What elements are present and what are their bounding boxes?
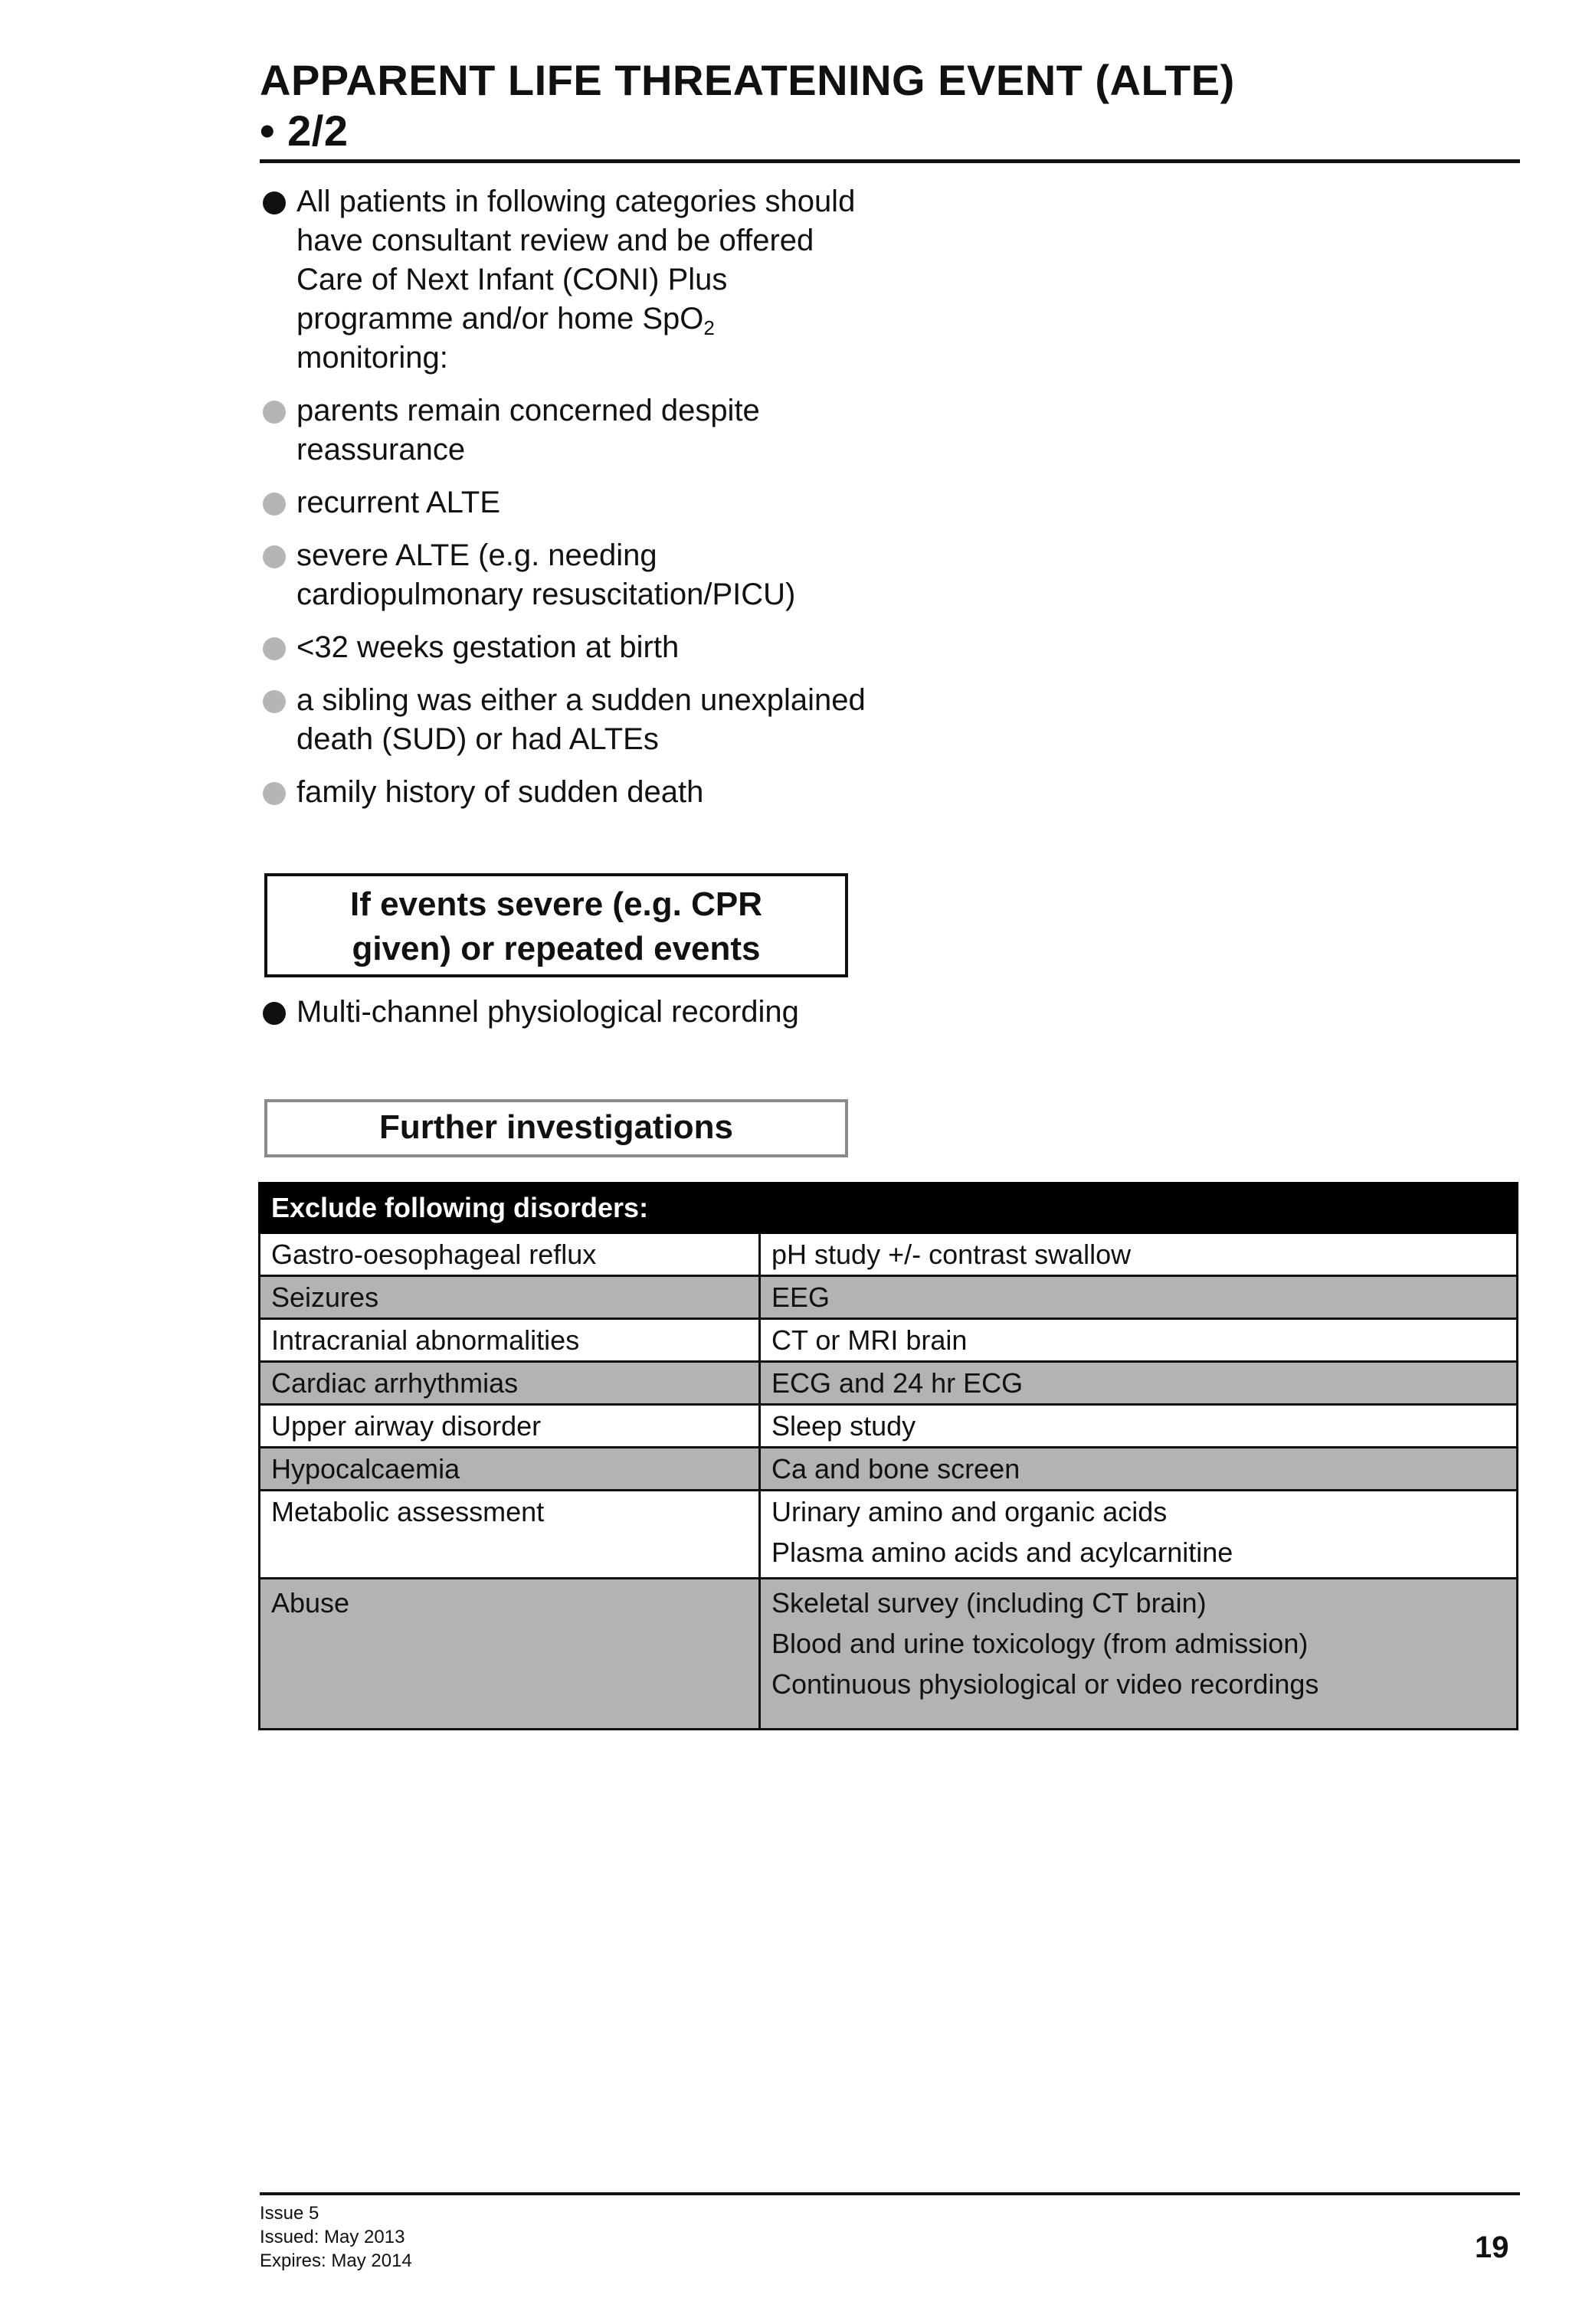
test-item: Blood and urine toxicology (from admission): [771, 1628, 1309, 1659]
black-bullet-icon: [263, 191, 286, 214]
category-text: a sibling was either a sudden unexplained death (SUD) or had ALTEs: [296, 683, 866, 756]
disorder-cell: Cardiac arrhythmias: [260, 1362, 760, 1405]
grey-bullet-icon: [263, 690, 286, 713]
expiry-date: Expires: May 2014: [260, 2250, 412, 2271]
category-text: parents remain concerned despite reassurance: [296, 394, 760, 466]
intro-text: All patients in following categories should have consultant review and be offered Care of Next Infant (CONI) Plus programme and/or home SpO: [296, 185, 856, 336]
disorder-cell: Gastro-oesophageal reflux: [260, 1233, 760, 1276]
table-row: [260, 1579, 1518, 1730]
list-item: [260, 628, 873, 667]
intro-text-end: monitoring:: [296, 341, 448, 375]
tests-cell: [760, 1276, 1518, 1319]
footer-divider: [260, 2192, 1520, 2195]
severe-action-text: Multi-channel physiological recording: [296, 995, 799, 1029]
list-item: [260, 391, 873, 470]
severe-events-box: [264, 873, 848, 977]
further-investigations-box: [264, 1099, 848, 1157]
table-row: [260, 1448, 1518, 1491]
test-item: Sleep study: [771, 1410, 916, 1442]
table-row: [260, 1319, 1518, 1362]
intro-subscript: 2: [703, 316, 715, 339]
test-item: CT or MRI brain: [771, 1324, 968, 1356]
title-divider: [260, 159, 1520, 163]
page-title: [260, 55, 1516, 156]
page-number: 19: [1475, 2231, 1509, 2264]
disorder-cell: Hypocalcaemia: [260, 1448, 760, 1491]
severe-box-line1: If events severe (e.g. CPR: [349, 885, 762, 923]
grey-bullet-icon: [263, 782, 286, 805]
test-item: ECG and 24 hr ECG: [771, 1367, 1024, 1399]
category-text: severe ALTE (e.g. needing cardiopulmonary resuscitation/PICU): [296, 538, 796, 611]
category-text: <32 weeks gestation at birth: [296, 630, 680, 664]
disorder-cell: Abuse: [260, 1579, 760, 1730]
footer-info: [260, 2201, 412, 2273]
table-header-row: [260, 1183, 1518, 1233]
grey-bullet-icon: [263, 637, 286, 660]
table-row: [260, 1405, 1518, 1448]
grey-bullet-icon: [263, 401, 286, 424]
table-row: [260, 1233, 1518, 1276]
category-text: recurrent ALTE: [296, 486, 501, 519]
issued-date: Issued: May 2013: [260, 2227, 405, 2247]
test-item: Skeletal survey (including CT brain): [771, 1587, 1207, 1619]
issue-number: Issue 5: [260, 2203, 319, 2224]
table-row: [260, 1491, 1518, 1579]
test-item: Urinary amino and organic acids: [771, 1496, 1168, 1527]
test-item: Ca and bone screen: [771, 1453, 1020, 1484]
test-item: Continuous physiological or video recordings: [771, 1668, 1319, 1700]
tests-cell: [760, 1448, 1518, 1491]
page-title-line2: • 2/2: [260, 106, 349, 155]
table-row: [260, 1362, 1518, 1405]
page-title-line1: APPARENT LIFE THREATENING EVENT (ALTE): [260, 56, 1235, 104]
severe-box-line2: given) or repeated events: [352, 930, 761, 967]
list-item: [260, 536, 873, 614]
intro-bullet: [260, 182, 873, 378]
list-item: [260, 773, 873, 812]
disorder-cell: Upper airway disorder: [260, 1405, 760, 1448]
criteria-list: [260, 182, 873, 826]
list-item: [260, 993, 949, 1032]
tests-cell: [760, 1319, 1518, 1362]
table-header: Exclude following disorders:: [260, 1183, 1518, 1233]
test-item: Plasma amino acids and acylcarnitine: [771, 1537, 1233, 1568]
disorder-cell: Intracranial abnormalities: [260, 1319, 760, 1362]
table-row: [260, 1276, 1518, 1319]
test-item: EEG: [771, 1281, 830, 1313]
black-bullet-icon: [263, 1002, 286, 1025]
tests-cell: [760, 1362, 1518, 1405]
investigations-table: [258, 1182, 1518, 1730]
severe-action-list: [260, 993, 949, 1046]
disorder-cell: Metabolic assessment: [260, 1491, 760, 1579]
test-item: pH study +/- contrast swallow: [771, 1239, 1132, 1270]
grey-bullet-icon: [263, 493, 286, 516]
list-item: [260, 483, 873, 522]
tests-cell: [760, 1579, 1518, 1730]
disorder-cell: Seizures: [260, 1276, 760, 1319]
category-text: family history of sudden death: [296, 775, 704, 809]
list-item: [260, 681, 873, 759]
grey-bullet-icon: [263, 545, 286, 568]
further-investigations-label: Further investigations: [378, 1108, 734, 1146]
tests-cell: [760, 1233, 1518, 1276]
tests-cell: [760, 1491, 1518, 1579]
tests-cell: [760, 1405, 1518, 1448]
